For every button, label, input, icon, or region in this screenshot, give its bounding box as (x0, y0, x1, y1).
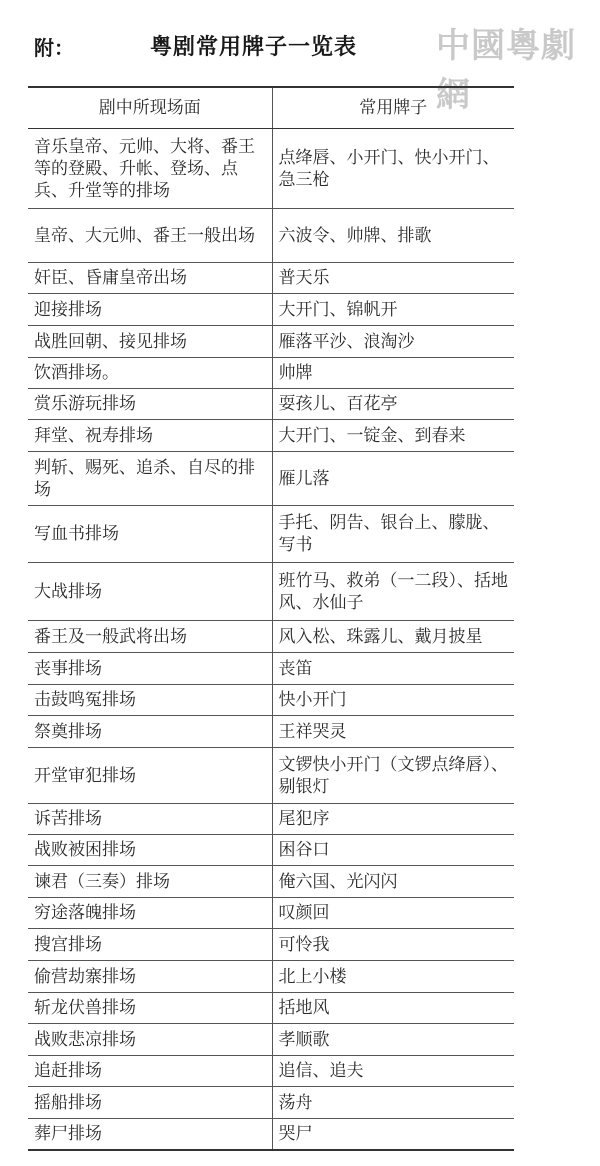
table-row (28, 506, 514, 563)
tune-cell: 雁落平沙、浪淘沙 (272, 326, 514, 358)
table-row (28, 993, 514, 1024)
tune-cell: 哭尸 (272, 1119, 514, 1150)
scene-cell: 搜宫排场 (28, 929, 272, 961)
table-row (28, 716, 514, 748)
table-header-row (28, 87, 514, 129)
tune-cell: 普天乐 (272, 263, 514, 294)
scene-cell: 开堂审犯排场 (28, 748, 272, 804)
scene-cell: 穷途落魄排场 (28, 898, 272, 929)
table-row (28, 420, 514, 452)
scene-cell: 赏乐游玩排场 (28, 389, 272, 420)
table-body (28, 129, 514, 1150)
tune-cell: 可怜我 (272, 929, 514, 961)
scene-cell: 战败悲凉排场 (28, 1024, 272, 1056)
scene-cell: 战败被困排场 (28, 835, 272, 866)
scene-cell: 追赶排场 (28, 1056, 272, 1087)
tune-cell: 班竹马、救弟（一二段）、括地风、水仙子 (272, 563, 514, 621)
tune-cell: 尾犯序 (272, 804, 514, 835)
tune-cell: 点绛唇、小开门、快小开门、急三枪 (272, 129, 514, 209)
tune-cell: 耍孩儿、百花亭 (272, 389, 514, 420)
tune-cell: 风入松、珠露儿、戴月披星 (272, 621, 514, 653)
table-row (28, 653, 514, 685)
scene-cell: 葬尸排场 (28, 1119, 272, 1150)
tune-cell: 雁儿落 (272, 452, 514, 506)
scene-cell: 丧事排场 (28, 653, 272, 685)
scene-cell: 斩龙伏兽排场 (28, 993, 272, 1024)
site-watermark-logo: 中國粵劇網 (436, 26, 576, 115)
table-row (28, 804, 514, 835)
scene-cell: 诉苦排场 (28, 804, 272, 835)
table-row (28, 748, 514, 804)
page-title: 粤剧常用牌子一览表 (150, 34, 358, 60)
tune-cell: 六波令、帅牌、排歌 (272, 209, 514, 263)
tune-cell: 帅牌 (272, 358, 514, 389)
table-row (28, 1087, 514, 1119)
table-row (28, 452, 514, 506)
tune-cell: 王祥哭灵 (272, 716, 514, 748)
table-row (28, 129, 514, 209)
column-header-tune: 常用牌子 (272, 87, 514, 129)
tune-cell: 丧笛 (272, 653, 514, 685)
tune-cell: 文锣快小开门（文锣点绛唇）、剔银灯 (272, 748, 514, 804)
table-row (28, 1024, 514, 1056)
scene-cell: 击鼓鸣冤排场 (28, 685, 272, 716)
table-row (28, 898, 514, 929)
tune-cell: 荡舟 (272, 1087, 514, 1119)
table-row (28, 685, 514, 716)
table-row (28, 1119, 514, 1150)
table-row (28, 326, 514, 358)
tune-cell: 大开门、锦帆开 (272, 294, 514, 326)
scene-cell: 奸臣、昏庸皇帝出场 (28, 263, 272, 294)
scene-cell: 战胜回朝、接见排场 (28, 326, 272, 358)
table-row (28, 835, 514, 866)
tune-cell: 孝顺歌 (272, 1024, 514, 1056)
tune-cell: 叹颜回 (272, 898, 514, 929)
scene-cell: 迎接排场 (28, 294, 272, 326)
tune-cell: 追信、追夫 (272, 1056, 514, 1087)
table-row (28, 929, 514, 961)
scene-cell: 拜堂、祝寿排场 (28, 420, 272, 452)
scene-cell: 谏君（三奏）排场 (28, 866, 272, 898)
tune-cell: 北上小楼 (272, 961, 514, 993)
table-row (28, 389, 514, 420)
scene-cell: 摇船排场 (28, 1087, 272, 1119)
scene-cell: 音乐皇帝、元帅、大将、番王等的登殿、升帐、登场、点兵、升堂等的排场 (28, 129, 272, 209)
scene-cell: 偷营劫寨排场 (28, 961, 272, 993)
appendix-prefix: 附： (34, 36, 74, 60)
table-row (28, 866, 514, 898)
scene-cell: 判斩、赐死、追杀、自尽的排场 (28, 452, 272, 506)
tune-cell: 困谷口 (272, 835, 514, 866)
table-row (28, 563, 514, 621)
column-header-scene: 剧中所现场面 (28, 87, 272, 129)
table-row (28, 358, 514, 389)
tune-cell: 大开门、一锭金、到春来 (272, 420, 514, 452)
scene-cell: 番王及一般武将出场 (28, 621, 272, 653)
tune-cell: 手托、阴告、银台上、朦胧、写书 (272, 506, 514, 563)
scene-cell: 皇帝、大元帅、番王一般出场 (28, 209, 272, 263)
tune-cell: 俺六国、光闪闪 (272, 866, 514, 898)
scene-cell: 写血书排场 (28, 506, 272, 563)
table-row (28, 961, 514, 993)
tune-table (28, 86, 514, 1151)
table-row (28, 209, 514, 263)
tune-cell: 快小开门 (272, 685, 514, 716)
scene-cell: 饮酒排场。 (28, 358, 272, 389)
table-row (28, 263, 514, 294)
table-row (28, 1056, 514, 1087)
tune-cell: 括地风 (272, 993, 514, 1024)
scene-cell: 大战排场 (28, 563, 272, 621)
table-row (28, 294, 514, 326)
scene-cell: 祭奠排场 (28, 716, 272, 748)
table-row (28, 621, 514, 653)
